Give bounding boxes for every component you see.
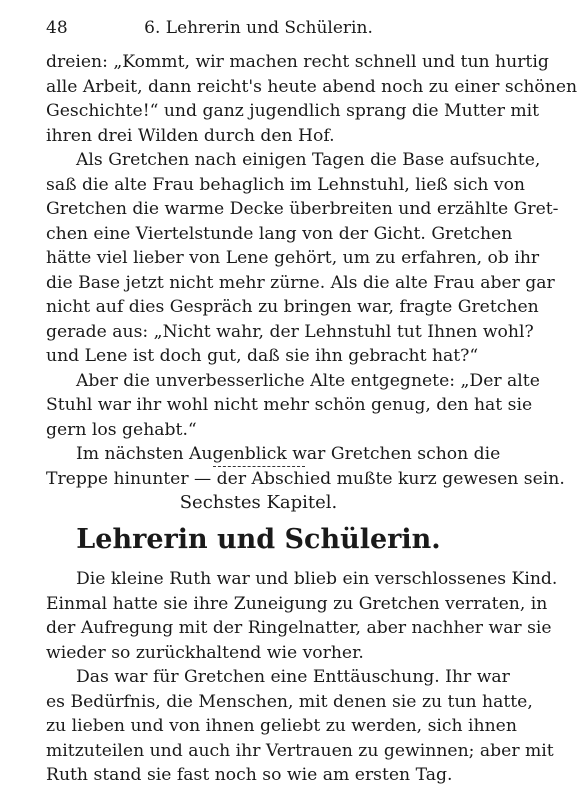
text-line: ihren drei Wilden durch den Hof.: [46, 125, 335, 146]
text-line: Stuhl war ihr wohl nicht mehr schön genug, den hat sie: [46, 395, 533, 415]
text-line: der Aufregung mit der Ringelnatter, aber nachher war sie: [46, 618, 552, 638]
text-line: Gretchen die warme Decke überbreiten und erzählte Gret-: [46, 199, 559, 219]
text-line: mitzuteilen und auch ihr Vertrauen zu gewinnen; aber mit: [46, 740, 554, 761]
text-line: dreien: „Kommt, wir machen recht schnell und tun hurtig: [46, 52, 549, 72]
text-line: saß die alte Frau behaglich im Lehnstuhl, ließ sich von: [46, 174, 525, 195]
page-header: [46, 18, 471, 42]
text-line: Die kleine Ruth war und blieb ein verschlossenes Kind.: [76, 569, 558, 589]
text-line: Aber die unverbesserliche Alte entgegnete: „Der alte: [76, 370, 540, 391]
text-line: Im nächsten Augenblick war Gretchen schon die: [76, 444, 501, 464]
text-line: gern los gehabt.“: [46, 419, 197, 440]
text-line: chen eine Viertelstunde lang von der Gicht. Gretchen: [46, 223, 513, 244]
text-line: Einmal hatte sie ihre Zuneigung zu Gretchen verraten, in: [46, 593, 548, 614]
text-line: es Bedürfnis, die Menschen, mit denen sie zu tun hatte,: [46, 691, 533, 712]
text-line: alle Arbeit, dann reicht's heute abend noch zu einer schönen: [46, 76, 577, 97]
text-line: gerade aus: „Nicht wahr, der Lehnstuhl tut Ihnen wohl?: [46, 321, 534, 342]
text-line: wieder so zurückhaltend wie vorher.: [46, 642, 364, 663]
text-line: Geschichte!“ und ganz jugendlich sprang die Mutter mit: [46, 101, 540, 121]
text-line: Als Gretchen nach einigen Tagen die Base aufsuchte,: [76, 150, 541, 170]
page-number: 48: [46, 18, 68, 38]
text-line: und Lene ist doch gut, daß sie ihn gebracht hat?“: [46, 346, 479, 366]
text-line: Ruth stand sie fast noch so wie am ersten Tag.: [46, 765, 453, 785]
text-line: zu lieben und von ihnen geliebt zu werden, sich ihnen: [46, 716, 517, 736]
running-title: 6. Lehrerin und Schülerin.: [144, 18, 373, 38]
chapter-title: Lehrerin und Schülerin.: [76, 524, 441, 555]
chapter-number: Sechstes Kapitel.: [179, 492, 338, 513]
text-line: Treppe hinunter — der Abschied mußte kurz gewesen sein.: [46, 468, 565, 489]
section-divider: [213, 466, 305, 467]
text-line: nicht auf dies Gespräch zu bringen war, fragte Gretchen: [46, 297, 539, 317]
body-text-upper: [46, 50, 577, 491]
body-text-lower: [46, 567, 558, 788]
text-line: Das war für Gretchen eine Enttäuschung. Ihr war: [76, 667, 510, 687]
text-line: die Base jetzt nicht mehr zürne. Als die alte Frau aber gar: [46, 272, 555, 293]
text-line: hätte viel lieber von Lene gehört, um zu erfahren, ob ihr: [46, 248, 540, 268]
